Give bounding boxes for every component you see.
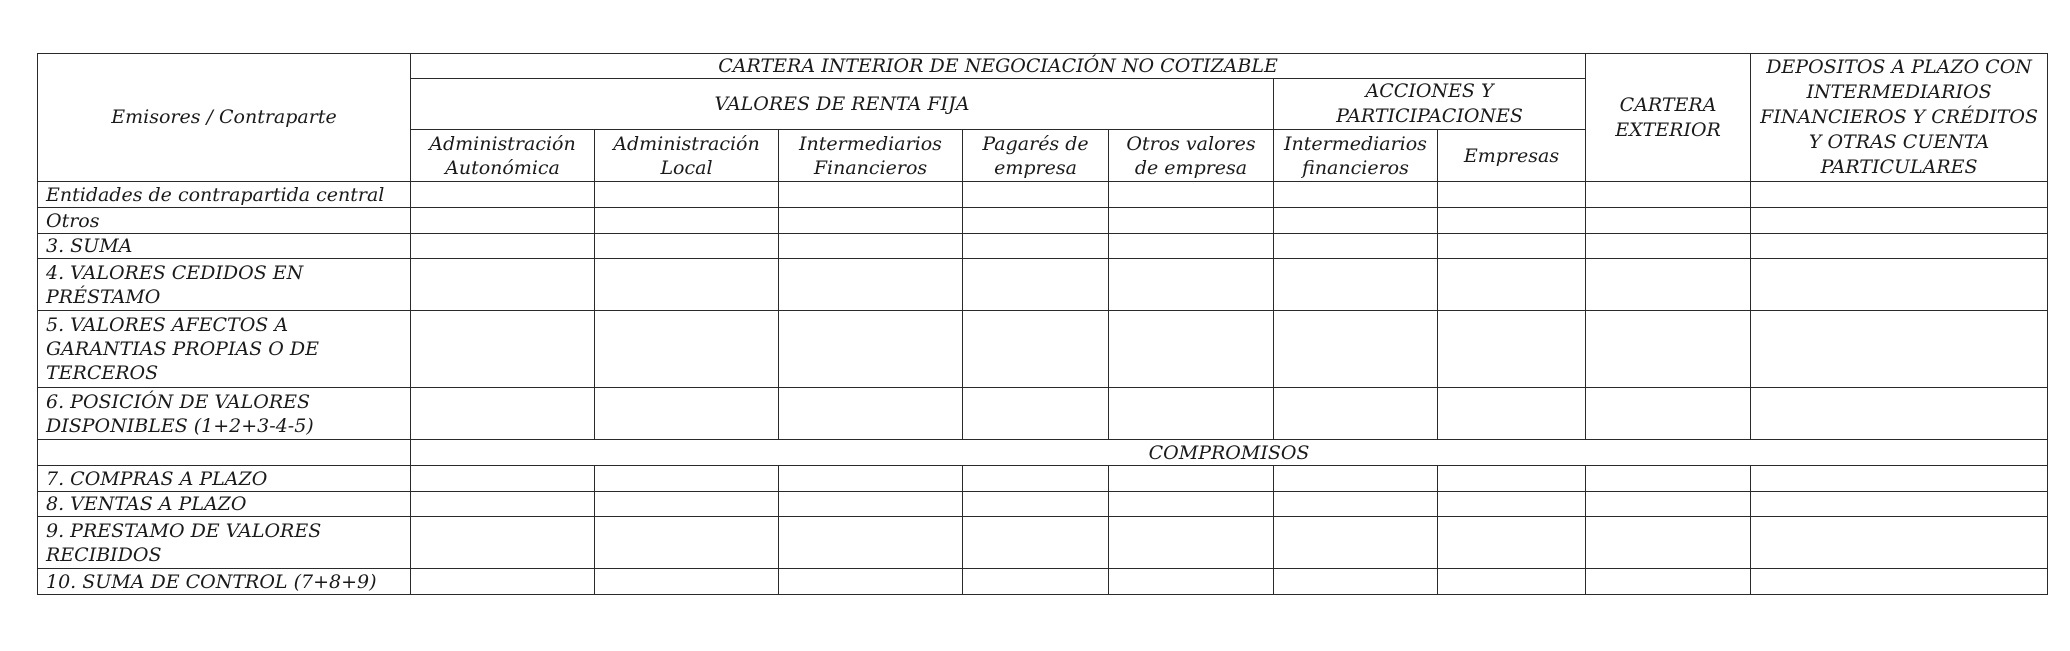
- table-cell: [1438, 259, 1586, 311]
- table-cell: [38, 440, 411, 466]
- table-cell: [1274, 517, 1438, 569]
- valores-form-table: [37, 53, 2048, 595]
- table-cell: [595, 311, 779, 388]
- table-cell: [963, 311, 1109, 388]
- table-cell: [411, 517, 595, 569]
- row-label: Otros: [38, 208, 411, 234]
- table-cell: [1751, 492, 2048, 517]
- table-cell: [1438, 466, 1586, 492]
- table-cell: [963, 466, 1109, 492]
- table-cell: [1274, 388, 1438, 440]
- table-cell: [779, 492, 963, 517]
- row-label: 7. COMPRAS A PLAZO: [38, 466, 411, 492]
- table-row: [38, 182, 2048, 208]
- table-cell: [779, 234, 963, 259]
- table-cell: [1586, 234, 1751, 259]
- table-row: [38, 466, 2048, 492]
- table-cell: [411, 388, 595, 440]
- table-cell: [1751, 259, 2048, 311]
- table-cell: [1586, 311, 1751, 388]
- table-cell: [1274, 569, 1438, 595]
- header-acciones: ACCIONES Y PARTICIPACIONES: [1274, 79, 1586, 130]
- row-label: 3. SUMA: [38, 234, 411, 259]
- table-cell: [595, 259, 779, 311]
- table-cell: [1274, 492, 1438, 517]
- row-label: Entidades de contrapartida central: [38, 182, 411, 208]
- table-cell: [1438, 388, 1586, 440]
- table-cell: [1274, 466, 1438, 492]
- table-cell: [411, 569, 595, 595]
- table-row: [38, 388, 2048, 440]
- table-cell: [411, 259, 595, 311]
- table-cell: [1586, 208, 1751, 234]
- table-row: [38, 259, 2048, 311]
- table-cell: [1751, 388, 2048, 440]
- table-cell: [595, 492, 779, 517]
- table-row: [38, 234, 2048, 259]
- table-cell: [1751, 182, 2048, 208]
- table-cell: [779, 466, 963, 492]
- table-cell: [1438, 208, 1586, 234]
- table-cell: [1109, 311, 1274, 388]
- table-cell: [595, 466, 779, 492]
- table-cell: [963, 208, 1109, 234]
- table-cell: [1274, 182, 1438, 208]
- table-cell: [1438, 517, 1586, 569]
- row-label: 4. VALORES CEDIDOS EN PRÉSTAMO: [38, 259, 411, 311]
- compromisos-row: [38, 440, 2048, 466]
- table-cell: [1751, 311, 2048, 388]
- table-row: [38, 517, 2048, 569]
- table-cell: [1274, 259, 1438, 311]
- header-cartera-interior: CARTERA INTERIOR DE NEGOCIACIÓN NO COTIZABLE: [411, 54, 1586, 79]
- table-cell: [1109, 492, 1274, 517]
- table-cell: [1438, 569, 1586, 595]
- table-cell: [779, 259, 963, 311]
- table-cell: [595, 569, 779, 595]
- table-cell: [1751, 208, 2048, 234]
- table-row: [38, 569, 2048, 595]
- table-cell: [1109, 569, 1274, 595]
- row-label: 6. POSICIÓN DE VALORES DISPONIBLES (1+2+3-4-5): [38, 388, 411, 440]
- table-cell: [779, 388, 963, 440]
- subcol-acciones-intermediarios: Intermediarios financieros: [1274, 130, 1438, 182]
- header-valores-renta-fija: VALORES DE RENTA FIJA: [411, 79, 1274, 130]
- row-label: 9. PRESTAMO DE VALORES RECIBIDOS: [38, 517, 411, 569]
- table-cell: [963, 517, 1109, 569]
- subcol-admin-local: Administración Local: [595, 130, 779, 182]
- table-cell: [1751, 466, 2048, 492]
- table-cell: [411, 182, 595, 208]
- table-cell: [963, 569, 1109, 595]
- table-cell: [411, 466, 595, 492]
- header-emisores: Emisores / Contraparte: [38, 54, 411, 182]
- table-cell: [1586, 466, 1751, 492]
- table-cell: [1751, 234, 2048, 259]
- header-cartera-exterior: CARTERA EXTERIOR: [1586, 54, 1751, 182]
- table-cell: [595, 234, 779, 259]
- table-cell: [1274, 208, 1438, 234]
- table-cell: [1751, 517, 2048, 569]
- table-row: [38, 492, 2048, 517]
- table-cell: [963, 388, 1109, 440]
- table-cell: [779, 208, 963, 234]
- table-cell: [779, 182, 963, 208]
- subcol-otros-valores-empresa: Otros valores de empresa: [1109, 130, 1274, 182]
- table-cell: [1109, 388, 1274, 440]
- table-row: [38, 311, 2048, 388]
- table-cell: [1274, 234, 1438, 259]
- row-label: 10. SUMA DE CONTROL (7+8+9): [38, 569, 411, 595]
- header-depositos: DEPOSITOS A PLAZO CON INTERMEDIARIOS FINANCIEROS Y CRÉDITOS Y OTRAS CUENTA PARTICULARES: [1751, 54, 2048, 182]
- table-cell: [411, 208, 595, 234]
- table-cell: [1438, 311, 1586, 388]
- subcol-acciones-empresas: Empresas: [1438, 130, 1586, 182]
- table-cell: [411, 492, 595, 517]
- table-cell: [963, 234, 1109, 259]
- table-cell: [1274, 311, 1438, 388]
- table-cell: [963, 259, 1109, 311]
- table-cell: [1109, 466, 1274, 492]
- table-cell: [779, 569, 963, 595]
- table-cell: [1586, 182, 1751, 208]
- table-cell: [1109, 259, 1274, 311]
- table-cell: [1586, 492, 1751, 517]
- table-cell: [1586, 569, 1751, 595]
- subcol-admin-autonomica: Administración Autonómica: [411, 130, 595, 182]
- table-cell: [1586, 259, 1751, 311]
- table-cell: [1586, 388, 1751, 440]
- table-cell: [595, 182, 779, 208]
- table-cell: [779, 311, 963, 388]
- subcol-intermediarios-financieros: Intermediarios Financieros: [779, 130, 963, 182]
- table-cell: [1751, 569, 2048, 595]
- table-cell: [1438, 234, 1586, 259]
- table-cell: [1438, 492, 1586, 517]
- table-cell: [1586, 517, 1751, 569]
- section-compromisos: COMPROMISOS: [411, 440, 2048, 466]
- subcol-pagares-empresa: Pagarés de empresa: [963, 130, 1109, 182]
- table-cell: [595, 517, 779, 569]
- table-cell: [595, 208, 779, 234]
- table-cell: [411, 311, 595, 388]
- table-cell: [779, 517, 963, 569]
- table-cell: [963, 492, 1109, 517]
- table-cell: [1109, 517, 1274, 569]
- table-cell: [411, 234, 595, 259]
- table-cell: [1109, 182, 1274, 208]
- table-cell: [1438, 182, 1586, 208]
- table-row: [38, 208, 2048, 234]
- table-cell: [595, 388, 779, 440]
- row-label: 5. VALORES AFECTOS A GARANTIAS PROPIAS O DE TERCEROS: [38, 311, 411, 388]
- row-label: 8. VENTAS A PLAZO: [38, 492, 411, 517]
- table-cell: [1109, 208, 1274, 234]
- table-cell: [1109, 234, 1274, 259]
- table-cell: [963, 182, 1109, 208]
